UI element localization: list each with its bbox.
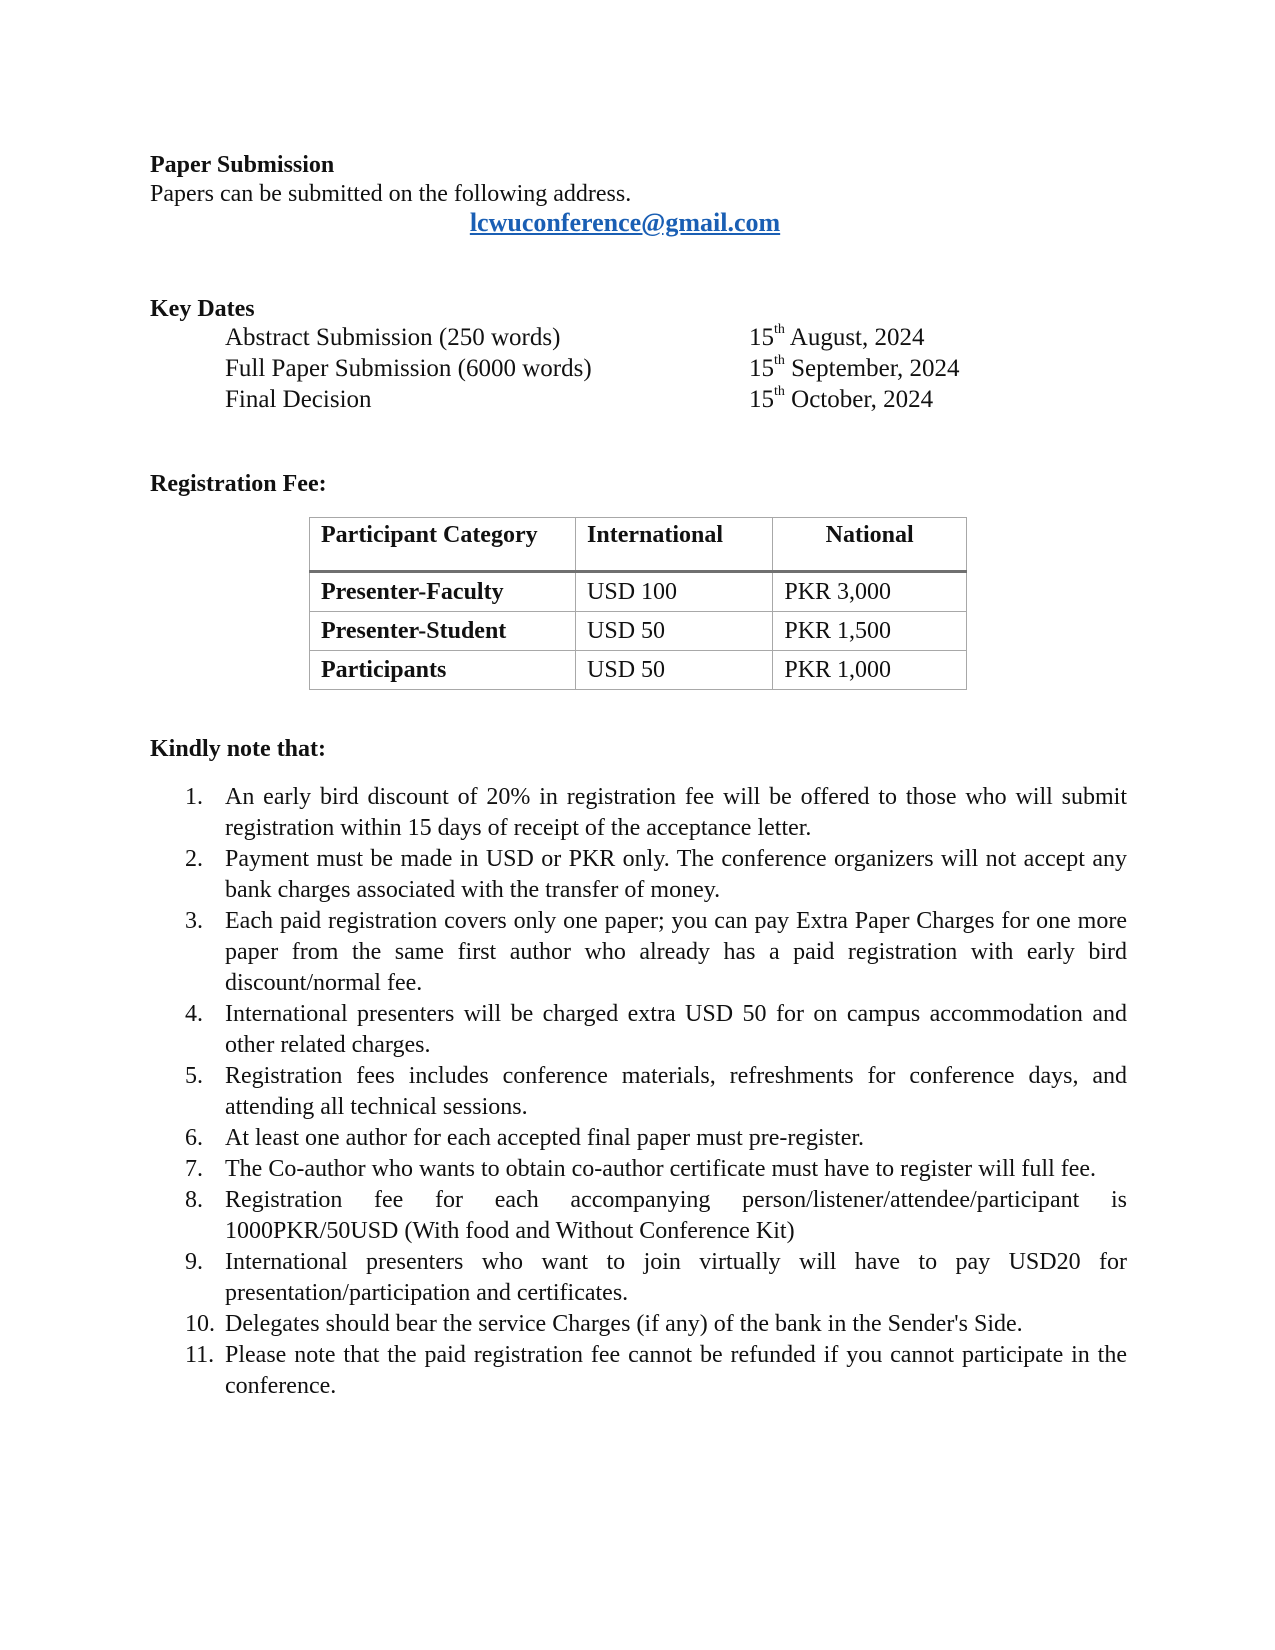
key-date-row [225,384,1005,415]
key-date-row [225,353,1005,384]
cell-international: USD 100 [576,572,773,612]
list-number: 4. [185,1001,203,1027]
cell-category: Participants [310,651,576,690]
list-item [185,999,1127,1061]
list-item [185,1309,1127,1340]
list-number: 9. [185,1249,203,1275]
list-item [185,1123,1127,1154]
email-line [0,208,1250,238]
list-item-text: Please note that the paid registration fee cannot be refunded if you cannot participate in the conference. [225,1342,1127,1399]
column-header-category: Participant Category [310,518,576,572]
registration-fee-heading: Registration Fee: [150,471,327,497]
cell-category: Presenter-Student [310,612,576,651]
key-date-value: 15th September, 2024 [749,352,960,382]
table-row [310,612,967,651]
list-number: 6. [185,1125,203,1151]
list-item [185,1185,1127,1247]
table-header-row [310,518,967,572]
list-item [185,1154,1127,1185]
key-date-label: Abstract Submission (250 words) [225,324,561,351]
list-item [185,1340,1127,1402]
key-dates-heading: Key Dates [150,296,255,322]
key-date-row [225,322,1005,353]
list-item-text: International presenters will be charged extra USD 50 for on campus accommodation and other related charges. [225,1001,1127,1058]
list-item [185,1247,1127,1309]
list-item-text: International presenters who want to join virtually will have to pay USD20 for presentation/participation and certificates. [225,1249,1127,1306]
table-row [310,651,967,690]
cell-category: Presenter-Faculty [310,572,576,612]
list-number: 5. [185,1063,203,1089]
registration-fee-table [309,517,967,690]
key-date-value: 15th August, 2024 [749,321,925,351]
list-item [185,1061,1127,1123]
cell-international: USD 50 [576,612,773,651]
cell-national: PKR 3,000 [773,572,967,612]
list-item [185,906,1127,999]
paper-submission-heading: Paper Submission [150,152,335,178]
list-item [185,782,1127,844]
list-number: 7. [185,1156,203,1182]
list-item-text: The Co-author who wants to obtain co-author certificate must have to register will full fee. [225,1156,1097,1182]
column-header-international: International [576,518,773,572]
list-item-text: Payment must be made in USD or PKR only. The conference organizers will not accept any bank charges associated with the transfer of money. [225,846,1127,903]
list-number: 10. [185,1311,215,1337]
cell-international: USD 50 [576,651,773,690]
notes-list [185,782,1127,1402]
list-number: 1. [185,784,203,810]
key-date-label: Final Decision [225,386,372,413]
list-number: 3. [185,908,203,934]
list-number: 8. [185,1187,203,1213]
list-item-text: Registration fees includes conference materials, refreshments for conference days, and attending all technical sessions. [225,1063,1127,1120]
list-number: 11. [185,1342,215,1368]
cell-national: PKR 1,000 [773,651,967,690]
key-date-value: 15th October, 2024 [749,383,934,413]
list-item-text: Delegates should bear the service Charges (if any) of the bank in the Sender's Side. [225,1311,1023,1337]
table-row [310,572,967,612]
list-item-text: Each paid registration covers only one paper; you can pay Extra Paper Charges for one more paper from the same first author who already has a paid registration with early bird discount/normal fee. [225,908,1127,996]
list-item [185,844,1127,906]
list-item-text: At least one author for each accepted final paper must pre-register. [225,1125,865,1151]
email-link[interactable]: lcwuconference@gmail.com [469,208,781,237]
column-header-national: National [773,518,967,572]
list-item-text: Registration fee for each accompanying person/listener/attendee/participant is 1000PKR/50USD (With food and Without Conference Kit) [225,1187,1127,1244]
list-item-text: An early bird discount of 20% in registration fee will be offered to those who will submit registration within 15 days of receipt of the acceptance letter. [225,784,1127,841]
cell-national: PKR 1,500 [773,612,967,651]
key-date-label: Full Paper Submission (6000 words) [225,355,592,382]
list-number: 2. [185,846,203,872]
paper-submission-text: Papers can be submitted on the following address. [150,181,632,207]
notes-heading: Kindly note that: [150,736,327,762]
